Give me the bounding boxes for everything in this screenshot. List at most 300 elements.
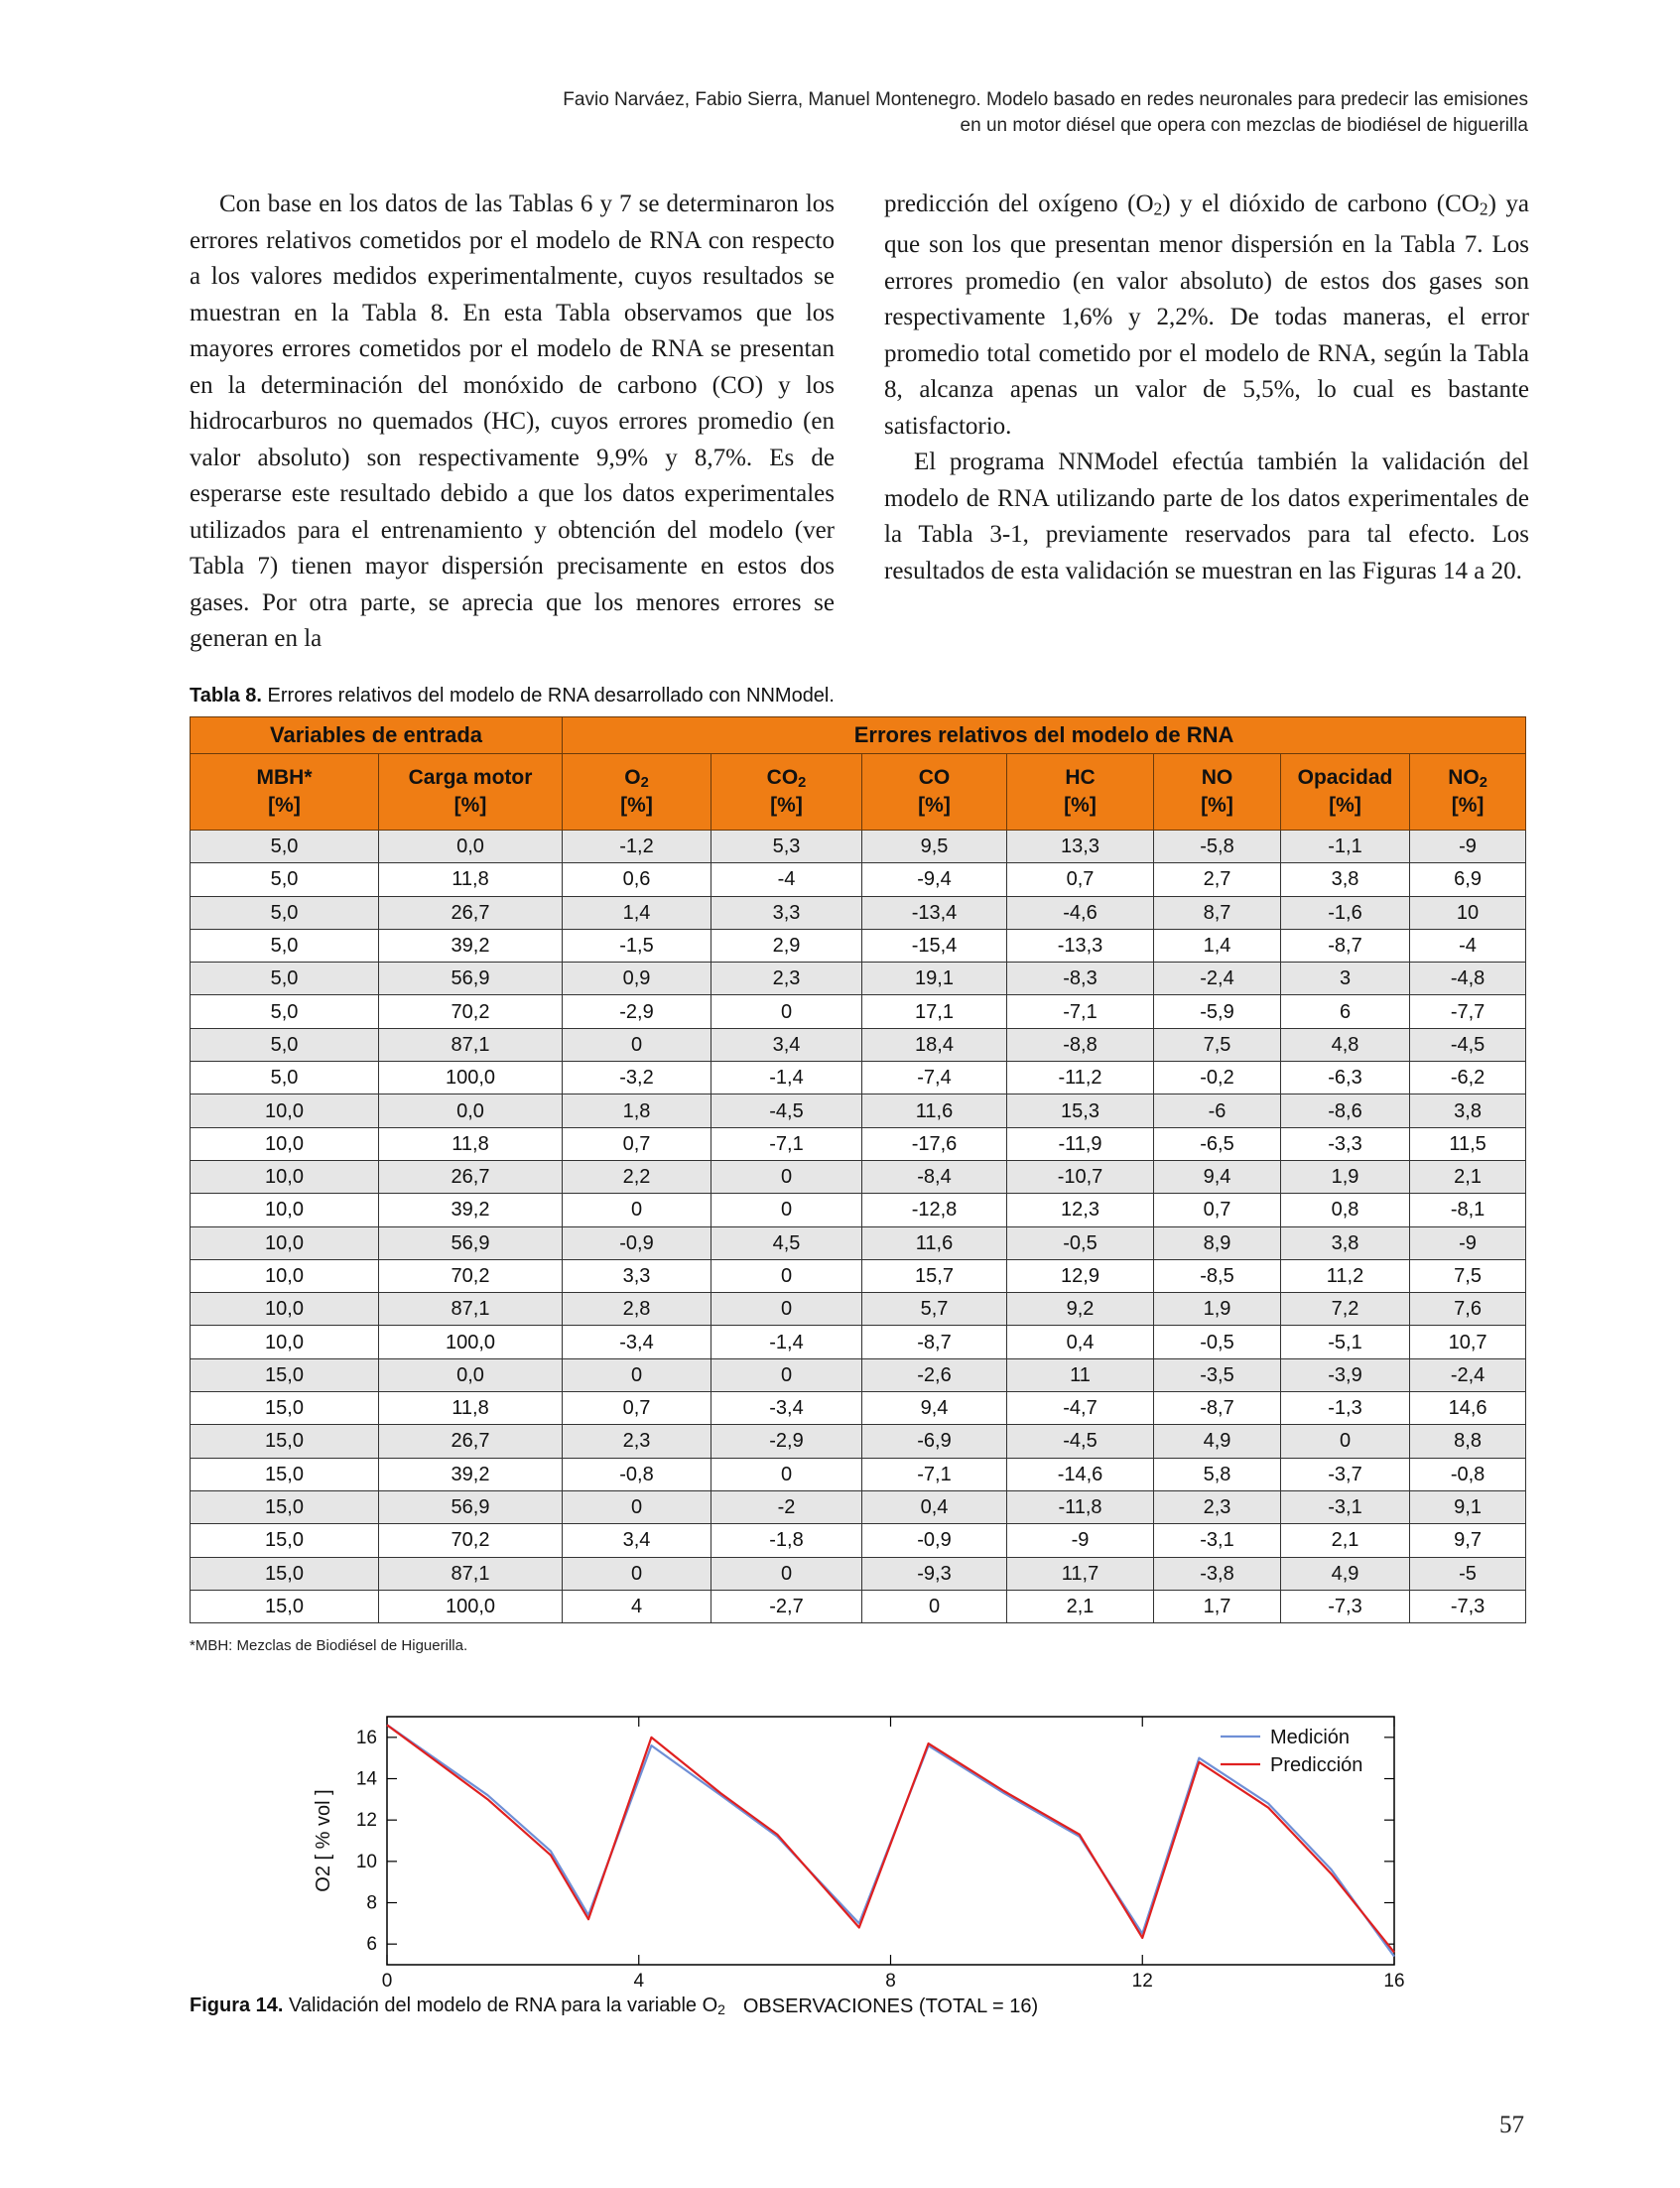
table-cell: -3,7 [1281, 1458, 1410, 1490]
table-cell: -0,2 [1154, 1062, 1281, 1094]
table-cell: -5,9 [1154, 995, 1281, 1028]
table-cell: 0,0 [379, 1358, 563, 1391]
table-cell: 17,1 [862, 995, 1007, 1028]
column-unit: [%] [1201, 794, 1233, 818]
table-cell: -4,5 [1410, 1028, 1526, 1061]
table-cell: -4,5 [1007, 1425, 1154, 1458]
table-row [191, 863, 1526, 896]
table-cell: -8,3 [1007, 963, 1154, 995]
table-caption-text: Errores relativos del modelo de RNA desarrollado con NNModel. [262, 685, 835, 707]
table-cell: 4,9 [1154, 1425, 1281, 1458]
table-cell: 5,0 [191, 863, 379, 896]
table-cell: 1,8 [563, 1094, 711, 1127]
table-cell: 4,5 [711, 1226, 862, 1259]
table-cell: -7,1 [711, 1127, 862, 1160]
table-cell: 15,0 [191, 1524, 379, 1557]
table-cell: -3,9 [1281, 1358, 1410, 1391]
column-header [1410, 754, 1526, 831]
y-axis-label: O2 [ % vol ] [313, 1789, 334, 1892]
subscript: 2 [1479, 774, 1487, 791]
table-row [191, 1490, 1526, 1523]
table-cell: 0 [563, 1358, 711, 1391]
table-cell: 2,3 [711, 963, 862, 995]
table-cell: 3,4 [563, 1524, 711, 1557]
table-cell: -14,6 [1007, 1458, 1154, 1490]
body-column-right [884, 187, 1529, 589]
figure-caption-label: Figura 14. [190, 1995, 284, 2016]
header-line-1: Favio Narváez, Fabio Sierra, Manuel Montenegro. Modelo basado en redes neuronales para predecir las emisiones [563, 89, 1528, 110]
x-tick-label: 0 [381, 1971, 393, 1992]
table-cell: 2,7 [1154, 863, 1281, 896]
table-cell: 0,4 [1007, 1326, 1154, 1358]
table-cell: 0,0 [379, 831, 563, 863]
table-row [191, 929, 1526, 962]
x-tick-label: 16 [1383, 1971, 1405, 1992]
table-cell: 5,0 [191, 831, 379, 863]
table-cell: 0 [711, 1557, 862, 1590]
table-cell: 19,1 [862, 963, 1007, 995]
table-cell: -6,3 [1281, 1062, 1410, 1094]
table-cell: 4,9 [1281, 1557, 1410, 1590]
table-cell: 70,2 [379, 995, 563, 1028]
table-cell: 11,2 [1281, 1259, 1410, 1292]
table-cell: 2,8 [563, 1293, 711, 1326]
table-cell: 0,8 [1281, 1194, 1410, 1226]
table-cell: 100,0 [379, 1062, 563, 1094]
table-cell: 11,5 [1410, 1127, 1526, 1160]
table-cell: -9,3 [862, 1557, 1007, 1590]
table-cell: 10,0 [191, 1094, 379, 1127]
table-cell: -2,9 [563, 995, 711, 1028]
table-cell: 56,9 [379, 963, 563, 995]
table-cell: -2,7 [711, 1590, 862, 1622]
column-header [1281, 754, 1410, 831]
table-cell: 1,7 [1154, 1590, 1281, 1622]
table-cell: 5,8 [1154, 1458, 1281, 1490]
table-cell: 7,6 [1410, 1293, 1526, 1326]
page-number: 57 [1499, 2112, 1524, 2138]
table-row [191, 1094, 1526, 1127]
table-cell: -8,5 [1154, 1259, 1281, 1292]
table-cell: -7,4 [862, 1062, 1007, 1094]
table-cell: 87,1 [379, 1028, 563, 1061]
table-cell: 13,3 [1007, 831, 1154, 863]
y-tick-label: 16 [355, 1727, 377, 1748]
table-row [191, 1326, 1526, 1358]
table-cell: 39,2 [379, 1458, 563, 1490]
table-cell: 15,0 [191, 1358, 379, 1391]
figure-caption-text: Validación del modelo de RNA para la variable O [283, 1995, 718, 2016]
table-cell: 0 [862, 1590, 1007, 1622]
table-cell: 1,4 [1154, 929, 1281, 962]
table-body [191, 831, 1526, 1623]
table-cell: -1,2 [563, 831, 711, 863]
table-cell: 0 [1281, 1425, 1410, 1458]
table-cell: 0 [711, 1194, 862, 1226]
table-cell: -3,4 [711, 1392, 862, 1425]
table-cell: -11,9 [1007, 1127, 1154, 1160]
y-tick-label: 10 [355, 1851, 377, 1872]
table-cell: 18,4 [862, 1028, 1007, 1061]
table-row [191, 1458, 1526, 1490]
table-cell: 5,7 [862, 1293, 1007, 1326]
column-name: HC [1065, 765, 1096, 789]
table-cell: -3,5 [1154, 1358, 1281, 1391]
table-cell: -1,8 [711, 1524, 862, 1557]
table-cell: -1,6 [1281, 896, 1410, 929]
table-row [191, 1127, 1526, 1160]
table-cell: 2,1 [1007, 1590, 1154, 1622]
table-cell: 2,1 [1410, 1160, 1526, 1193]
table-cell: 26,7 [379, 1425, 563, 1458]
table-row [191, 1028, 1526, 1061]
table-cell: -11,2 [1007, 1062, 1154, 1094]
table-cell: 0 [711, 1293, 862, 1326]
table-cell: 11,7 [1007, 1557, 1154, 1590]
table-cell: 8,8 [1410, 1425, 1526, 1458]
table-cell: -9,4 [862, 863, 1007, 896]
table-cell: -0,9 [563, 1226, 711, 1259]
table-cell: -8,6 [1281, 1094, 1410, 1127]
table-cell: 3,8 [1281, 1226, 1410, 1259]
column-header [1007, 754, 1154, 831]
table-cell: 26,7 [379, 1160, 563, 1193]
table-cell: -2,9 [711, 1425, 862, 1458]
body-column-left [190, 187, 835, 658]
subscript: 2 [717, 2000, 725, 2017]
table-cell: 15,0 [191, 1557, 379, 1590]
column-name: NO [1201, 765, 1233, 789]
table-cell: 0 [711, 995, 862, 1028]
table-row [191, 1557, 1526, 1590]
table-row [191, 1358, 1526, 1391]
table-cell: 8,9 [1154, 1226, 1281, 1259]
table-row [191, 963, 1526, 995]
table-cell: -6,9 [862, 1425, 1007, 1458]
table-cell: -4 [711, 863, 862, 896]
table-row [191, 896, 1526, 929]
table-cell: 0,6 [563, 863, 711, 896]
column-unit: [%] [1451, 794, 1485, 818]
table-row [191, 1524, 1526, 1557]
column-name: O [624, 765, 641, 789]
table-cell: 9,4 [1154, 1160, 1281, 1193]
table-cell: -5,8 [1154, 831, 1281, 863]
table-cell: 0,7 [563, 1392, 711, 1425]
table-cell: 5,0 [191, 963, 379, 995]
table-cell: 2,3 [563, 1425, 711, 1458]
table-row [191, 995, 1526, 1028]
table-cell: -3,3 [1281, 1127, 1410, 1160]
table-cell: -1,4 [711, 1062, 862, 1094]
table-cell: 56,9 [379, 1490, 563, 1523]
legend-label: Medición [1270, 1727, 1351, 1748]
column-name: CO [918, 765, 951, 789]
table-row [191, 1194, 1526, 1226]
table-cell: -7,3 [1410, 1590, 1526, 1622]
column-unit: [%] [620, 794, 653, 818]
table-cell: -4,6 [1007, 896, 1154, 929]
y-tick-label: 14 [355, 1768, 377, 1790]
table-cell: -8,7 [1154, 1392, 1281, 1425]
table-cell: 39,2 [379, 1194, 563, 1226]
table-cell: 10,0 [191, 1160, 379, 1193]
table-cell: -0,8 [563, 1458, 711, 1490]
table-cell: 11 [1007, 1358, 1154, 1391]
text-segment: ) y el dióxido de carbono (CO [1162, 191, 1480, 217]
table-cell: 0 [711, 1160, 862, 1193]
table-cell: 12,9 [1007, 1259, 1154, 1292]
table-cell: 9,7 [1410, 1524, 1526, 1557]
table-cell: -1,1 [1281, 831, 1410, 863]
table-cell: -7,3 [1281, 1590, 1410, 1622]
column-header [563, 754, 711, 831]
table-cell: 0 [563, 1490, 711, 1523]
table-column-header [191, 754, 1526, 831]
table-cell: 5,0 [191, 929, 379, 962]
table-cell: -7,1 [862, 1458, 1007, 1490]
x-axis-label: OBSERVACIONES (TOTAL = 16) [742, 1995, 1039, 2017]
table-cell: 12,3 [1007, 1194, 1154, 1226]
table-cell: -9 [1410, 831, 1526, 863]
table-cell: -3,8 [1154, 1557, 1281, 1590]
table-cell: -3,1 [1154, 1524, 1281, 1557]
subscript: 2 [798, 774, 807, 791]
table-cell: -6,5 [1154, 1127, 1281, 1160]
table-cell: 70,2 [379, 1524, 563, 1557]
table-cell: -0,5 [1154, 1326, 1281, 1358]
paragraph-left: Con base en los datos de las Tablas 6 y 7 se determinaron los errores relativos cometidos por el modelo de RNA con respecto a los valores medidos experimentalmente, cuyos resultados se muestran en la Tabla 8. En esta Tabla observamos que los mayores errores cometidos por el modelo de RNA se presentan en la determinación del monóxido de carbono (CO) y los hidrocarburos no quemados (HC), cuyos errores promedio (en valor absoluto) son respectivamente 9,9% y 8,7%. Es de esperarse este resultado debido a que los datos experimentales utilizados para el entrenamiento y obtención del modelo (ver Tabla 7) tienen mayor dispersión precisamente en estos dos gases. Por otra parte, se aprecia que los menores errores se generan en la [190, 191, 835, 652]
table-cell: 4 [563, 1590, 711, 1622]
table-cell: -4,8 [1410, 963, 1526, 995]
table-cell: 10 [1410, 896, 1526, 929]
table-cell: 7,5 [1154, 1028, 1281, 1061]
column-header [1154, 754, 1281, 831]
table-cell: 0 [563, 1557, 711, 1590]
table-cell: -2,4 [1410, 1358, 1526, 1391]
table-cell: 2,2 [563, 1160, 711, 1193]
table-cell: -2,6 [862, 1358, 1007, 1391]
table-cell: 7,2 [1281, 1293, 1410, 1326]
table-cell: 0 [563, 1028, 711, 1061]
column-name: MBH* [256, 765, 313, 789]
table-cell: -10,7 [1007, 1160, 1154, 1193]
table-caption-label: Tabla 8. [190, 685, 262, 707]
column-unit: [%] [453, 794, 487, 818]
table-cell: -13,4 [862, 896, 1007, 929]
table-cell: 15,0 [191, 1490, 379, 1523]
table-cell: 0,7 [1154, 1194, 1281, 1226]
table-cell: 3,4 [711, 1028, 862, 1061]
table-cell: 0 [711, 1358, 862, 1391]
table-cell: -3,1 [1281, 1490, 1410, 1523]
column-unit: [%] [770, 794, 803, 818]
column-header [191, 754, 379, 831]
table-cell: 26,7 [379, 896, 563, 929]
table-row [191, 1226, 1526, 1259]
x-tick-label: 8 [885, 1971, 896, 1992]
table-cell: -13,3 [1007, 929, 1154, 962]
table-cell: 15,0 [191, 1590, 379, 1622]
column-header [711, 754, 862, 831]
table-row [191, 831, 1526, 863]
table-cell: 0,4 [862, 1490, 1007, 1523]
table-cell: 2,1 [1281, 1524, 1410, 1557]
table-row [191, 1590, 1526, 1622]
table-cell: 9,5 [862, 831, 1007, 863]
table-cell: -3,4 [563, 1326, 711, 1358]
table-cell: 11,8 [379, 1127, 563, 1160]
table-cell: -0,9 [862, 1524, 1007, 1557]
table-row [191, 1259, 1526, 1292]
y-tick-label: 12 [355, 1810, 377, 1832]
table-cell: 15,0 [191, 1392, 379, 1425]
table-cell: 1,4 [563, 896, 711, 929]
table-cell: -3,2 [563, 1062, 711, 1094]
table-cell: 0 [563, 1194, 711, 1226]
table-cell: -8,7 [1281, 929, 1410, 962]
table-cell: 3,3 [563, 1259, 711, 1292]
table-cell: -2,4 [1154, 963, 1281, 995]
errors-table [190, 716, 1526, 1623]
column-header [862, 754, 1007, 831]
table-cell: -2 [711, 1490, 862, 1523]
column-name: NO [1448, 765, 1480, 789]
table-cell: 15,3 [1007, 1094, 1154, 1127]
table-row [191, 1425, 1526, 1458]
table-cell: 10,7 [1410, 1326, 1526, 1358]
table-cell: 6,9 [1410, 863, 1526, 896]
table-cell: 10,0 [191, 1259, 379, 1292]
table-cell: -8,8 [1007, 1028, 1154, 1061]
table-cell: 9,2 [1007, 1293, 1154, 1326]
table-cell: -15,4 [862, 929, 1007, 962]
paragraph-right-2: El programa NNModel efectúa también la validación del modelo de RNA utilizando parte de los datos experimentales de la Tabla 3-1, previamente reservados para tal efecto. Los resultados de esta validación se muestran en las Figuras 14 a 20. [884, 449, 1529, 584]
table-cell: 11,8 [379, 863, 563, 896]
column-unit: [%] [1064, 794, 1097, 818]
table-cell: 15,7 [862, 1259, 1007, 1292]
header-line-2: en un motor diésel que opera con mezclas de biodiésel de higuerilla [960, 115, 1528, 136]
legend-label: Predicción [1270, 1754, 1363, 1776]
table-cell: 70,2 [379, 1259, 563, 1292]
subscript: 2 [640, 774, 649, 791]
column-name: Carga motor [408, 765, 533, 789]
running-header [417, 87, 1528, 139]
subscript: 2 [1479, 198, 1488, 219]
table-cell: 4,8 [1281, 1028, 1410, 1061]
table-group-header [191, 717, 1526, 754]
table-cell: 2,9 [711, 929, 862, 962]
table-cell: 56,9 [379, 1226, 563, 1259]
table-cell: -1,5 [563, 929, 711, 962]
x-tick-label: 12 [1131, 1971, 1153, 1992]
table-row [191, 1392, 1526, 1425]
table-cell: 2,3 [1154, 1490, 1281, 1523]
table-cell: 1,9 [1281, 1160, 1410, 1193]
table-cell: -17,6 [862, 1127, 1007, 1160]
table-cell: -5,1 [1281, 1326, 1410, 1358]
table-cell: 100,0 [379, 1326, 563, 1358]
table-cell: 10,0 [191, 1293, 379, 1326]
table-cell: 0,9 [563, 963, 711, 995]
table-cell: -12,8 [862, 1194, 1007, 1226]
table-cell: 39,2 [379, 929, 563, 962]
column-unit: [%] [268, 794, 301, 818]
table-cell: 15,0 [191, 1425, 379, 1458]
table-caption [190, 685, 835, 708]
table-cell: 0 [711, 1458, 862, 1490]
table-cell: -4,7 [1007, 1392, 1154, 1425]
table-cell: -8,7 [862, 1326, 1007, 1358]
table-cell: 10,0 [191, 1326, 379, 1358]
table-cell: -1,4 [711, 1326, 862, 1358]
table-cell: 3,3 [711, 896, 862, 929]
table-cell: 7,5 [1410, 1259, 1526, 1292]
column-unit: [%] [918, 794, 951, 818]
table-cell: 11,6 [862, 1094, 1007, 1127]
table-cell: -0,8 [1410, 1458, 1526, 1490]
text-segment: predicción del oxígeno (O [884, 191, 1154, 217]
table-cell: -11,8 [1007, 1490, 1154, 1523]
table-cell: 15,0 [191, 1458, 379, 1490]
table-row [191, 1062, 1526, 1094]
column-header [379, 754, 563, 831]
table-cell: 0,0 [379, 1094, 563, 1127]
table-cell: -1,3 [1281, 1392, 1410, 1425]
group-header-errors: Errores relativos del modelo de RNA [563, 717, 1526, 754]
group-header-inputs: Variables de entrada [191, 717, 563, 754]
table-cell: 0,7 [1007, 863, 1154, 896]
table-cell: 0,7 [563, 1127, 711, 1160]
table-cell: 5,0 [191, 1028, 379, 1061]
table-cell: -0,5 [1007, 1226, 1154, 1259]
table-cell: 5,3 [711, 831, 862, 863]
table-cell: -7,1 [1007, 995, 1154, 1028]
figure-caption [190, 1995, 725, 2017]
table-row [191, 1160, 1526, 1193]
table-cell: -9 [1007, 1524, 1154, 1557]
subscript: 2 [1153, 198, 1163, 219]
table-cell: 5,0 [191, 995, 379, 1028]
table-cell: 8,7 [1154, 896, 1281, 929]
table-cell: 3,8 [1281, 863, 1410, 896]
table-cell: 3,8 [1410, 1094, 1526, 1127]
table-cell: 87,1 [379, 1557, 563, 1590]
table-cell: 100,0 [379, 1590, 563, 1622]
series-line-medicion [387, 1725, 1394, 1956]
table-cell: -8,1 [1410, 1194, 1526, 1226]
table-cell: 11,8 [379, 1392, 563, 1425]
table-cell: 1,9 [1154, 1293, 1281, 1326]
x-tick-label: 4 [633, 1971, 645, 1992]
table-cell: -4,5 [711, 1094, 862, 1127]
table-cell: -7,7 [1410, 995, 1526, 1028]
table-cell: 9,1 [1410, 1490, 1526, 1523]
table-cell: 9,4 [862, 1392, 1007, 1425]
column-name: Opacidad [1297, 765, 1393, 789]
y-tick-label: 6 [366, 1934, 377, 1956]
table-cell: 5,0 [191, 1062, 379, 1094]
table-cell: 10,0 [191, 1226, 379, 1259]
table-cell: 11,6 [862, 1226, 1007, 1259]
table-cell: 3 [1281, 963, 1410, 995]
paragraph-right-1 [884, 187, 1529, 445]
table-cell: -8,4 [862, 1160, 1007, 1193]
table-cell: -6,2 [1410, 1062, 1526, 1094]
column-name: CO [766, 765, 799, 789]
table-cell: 0 [711, 1259, 862, 1292]
table-cell: -6 [1154, 1094, 1281, 1127]
